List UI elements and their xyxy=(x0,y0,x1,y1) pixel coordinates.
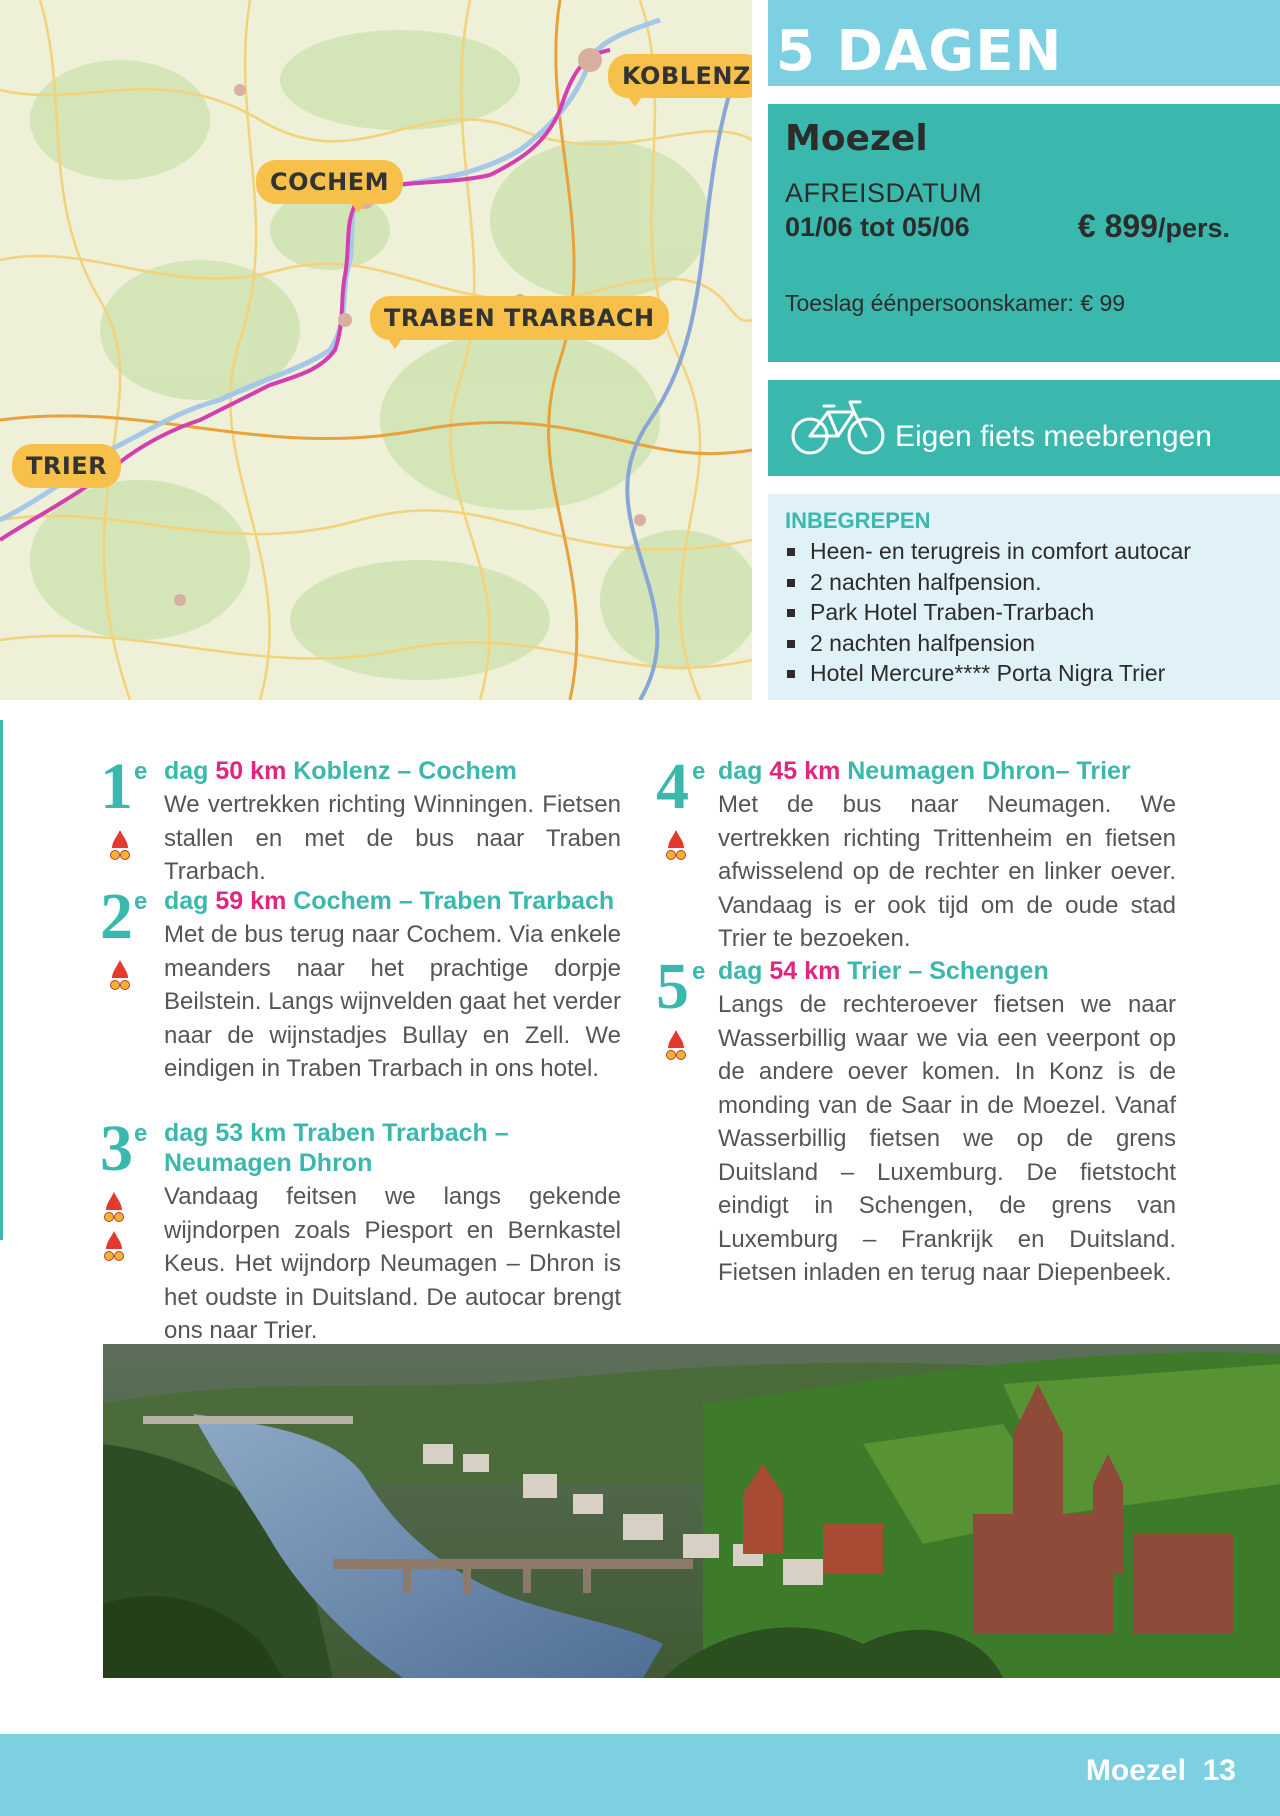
day-distance: 54 km xyxy=(769,957,841,985)
included-item: Park Hotel Traben-Trarbach xyxy=(785,597,1191,628)
day-route: Traben Trarbach – Neumagen Dhron xyxy=(164,1119,509,1177)
day-distance: 45 km xyxy=(769,757,841,785)
day-heading xyxy=(718,756,1188,786)
day-distance: 50 km xyxy=(215,757,287,785)
day-suffix: e xyxy=(134,758,148,785)
day-label: dag xyxy=(164,1119,209,1147)
day-distance: 53 km xyxy=(215,1119,287,1147)
included-item: Heen- en terugreis in comfort autocar xyxy=(785,536,1191,567)
day-route: Neumagen Dhron– Trier xyxy=(847,757,1131,785)
day-route: Cochem – Traben Trarbach xyxy=(293,887,615,915)
day-label: dag xyxy=(164,887,209,915)
day-label: dag xyxy=(718,957,763,985)
included-title: INBEGREPEN xyxy=(785,508,931,533)
day-route: Trier – Schengen xyxy=(847,957,1049,985)
day-heading xyxy=(164,756,624,786)
day-label: dag xyxy=(164,757,209,785)
map-label-cochem: COCHEM xyxy=(256,160,403,204)
trip-info-box xyxy=(768,104,1280,362)
day-description: Met de bus terug naar Cochem. Via enkele meanders naar het prachtige dorpje Beilstein. Langs wijnvelden gaat het verder naar de wijnstadjes Bullay en Zell. We eindigen in Traben Trarbach in ons hotel. xyxy=(164,921,621,1082)
map-label-traben-trarbach: TRABEN TRARBACH xyxy=(370,296,669,340)
duration-banner xyxy=(768,0,1280,86)
day-description: Met de bus naar Neumagen. We vertrekken richting Trittenheim en fietsen afwisselend op de rechter en linker oever. Vandaag is er ook tijd om de oude stad Trier te bezoeken. xyxy=(718,791,1176,952)
day-suffix: e xyxy=(692,958,706,985)
day-description: Langs de rechteroever fietsen we naar Wasserbillig waar we via een veerpont op de andere oever komen. In Konz is de monding van de Saar in de Moezel. Vanaf Wasserbillig fietsen we op de grens Duitsland – Luxemburg. De fietstocht eindigt in Schengen, de grens van Luxemburg – Frankrijk en Duitsland. Fietsen inladen en terug naar Diepenbeek. xyxy=(718,991,1176,1286)
left-edge-accent xyxy=(0,720,3,1240)
day-number: 4 xyxy=(656,750,689,823)
day-number: 3 xyxy=(100,1112,133,1185)
difficulty-flame-icon xyxy=(110,958,130,997)
bring-bike-label: Eigen fiets meebrengen xyxy=(895,420,1212,453)
day-distance: 59 km xyxy=(215,887,287,915)
day-heading xyxy=(164,1118,624,1178)
day-number: 2 xyxy=(100,880,133,953)
map-label-trier: TRIER xyxy=(12,444,121,488)
day-suffix: e xyxy=(692,758,706,785)
bring-bike-box xyxy=(768,380,1280,476)
day-description: Vandaag feitsen we langs gekende wijndorpen zoals Piesport en Bernkastel Keus. Het wijndorp Neumagen – Dhron is het oudste in Duitsland. De autocar brengt ons naar Trier. xyxy=(164,1183,621,1344)
footer-label xyxy=(1086,1754,1236,1788)
footer-section: Moezel xyxy=(1085,1754,1186,1787)
included-item: 2 nachten halfpension. xyxy=(785,567,1191,598)
included-box xyxy=(768,494,1280,700)
day-heading xyxy=(718,956,1188,986)
price-amount: € 899 xyxy=(1077,208,1158,244)
day-number: 5 xyxy=(656,950,689,1023)
day-description: We vertrekken richting Winningen. Fietsen stallen en met de bus naar Traben Trarbach. xyxy=(164,791,621,885)
difficulty-flame-icon xyxy=(666,828,686,867)
page-number: 13 xyxy=(1202,1754,1236,1787)
bicycle-icon xyxy=(790,398,886,456)
day-number: 1 xyxy=(100,750,133,823)
day-suffix: e xyxy=(134,888,148,915)
duration-text: 5 DAGEN xyxy=(776,19,1063,84)
difficulty-flame-icon xyxy=(666,1028,686,1067)
included-item: 2 nachten halfpension xyxy=(785,628,1191,659)
trip-title: Moezel xyxy=(785,118,928,159)
difficulty-flame-icon xyxy=(110,828,130,867)
day-route: Koblenz – Cochem xyxy=(293,757,517,785)
day-suffix: e xyxy=(134,1120,148,1147)
included-list xyxy=(785,536,1191,689)
single-room-surcharge: Toeslag éénpersoonskamer: € 99 xyxy=(785,290,1126,316)
route-map xyxy=(0,0,752,700)
landscape-image xyxy=(103,1344,1280,1678)
day-label: dag xyxy=(718,757,763,785)
moselle-valley-photo xyxy=(103,1344,1280,1678)
departure-dates: 01/06 tot 05/06 xyxy=(785,212,970,242)
included-item: Hotel Mercure**** Porta Nigra Trier xyxy=(785,658,1191,689)
departure-label: AFREISDATUM xyxy=(785,178,983,208)
day-heading xyxy=(164,886,624,916)
price-unit: /pers. xyxy=(1157,213,1230,243)
page-footer xyxy=(0,1734,1280,1816)
price xyxy=(1078,208,1230,245)
map-label-koblenz: KOBLENZ xyxy=(608,54,752,98)
difficulty-flame-icon xyxy=(104,1190,124,1268)
